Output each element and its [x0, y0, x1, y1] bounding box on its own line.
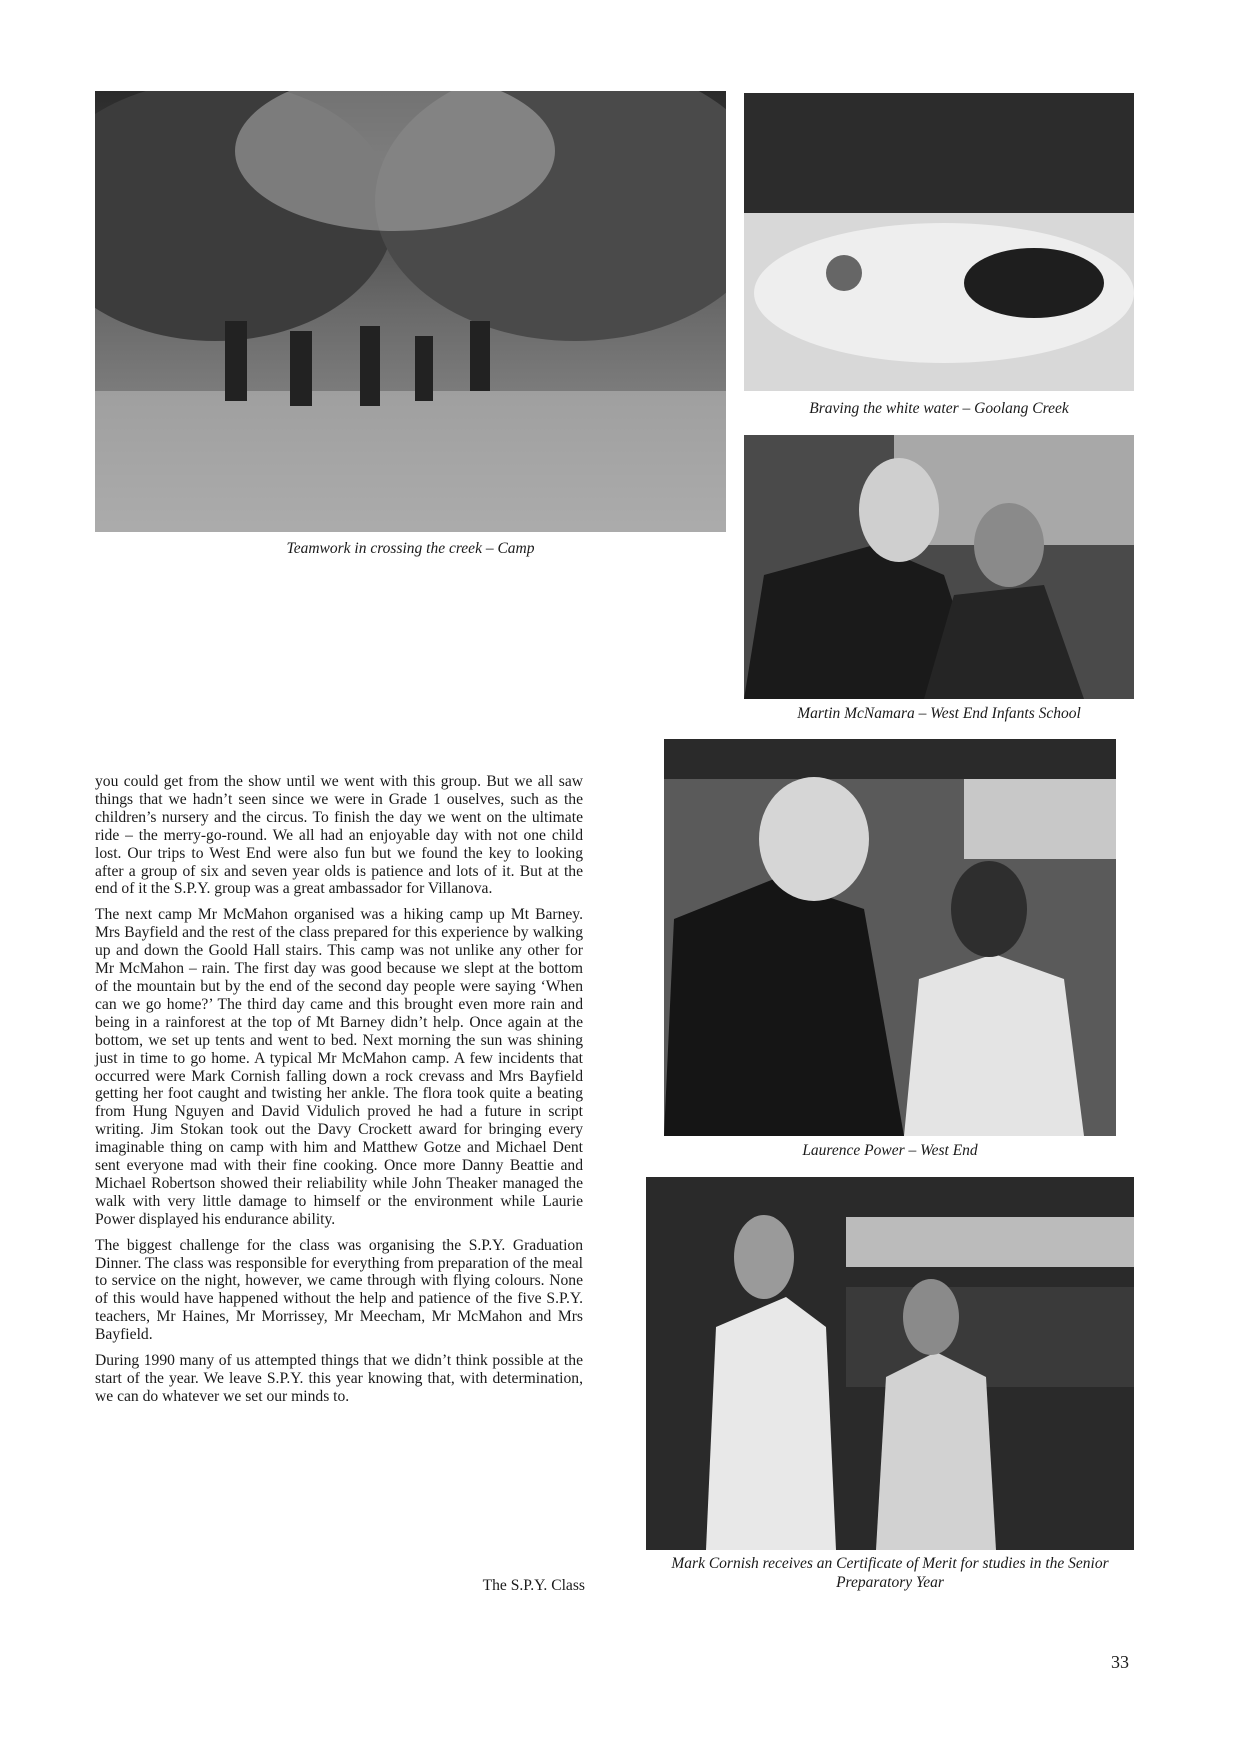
cornish-photo-caption: Mark Cornish receives an Certificate of Merit for studies in the Senior Preparatory Year [671, 1555, 1109, 1591]
whitewater-photo-caption: Braving the white water – Goolang Creek [809, 400, 1069, 417]
power-photo [664, 739, 1116, 1136]
page-number: 33 [1111, 1652, 1129, 1672]
article-paragraph-3: The biggest challenge for the class was organising the S.P.Y. Graduation Dinner. The class was responsible for everything from preparation of the meal to service on the night, however, we came through with flying colours. None of this would have happened without the help and patience of the five S.P.Y. teachers, Mr Haines, Mr Morrissey, Mr Meecham, Mr McMahon and Mrs Bayfield. [95, 1236, 583, 1344]
article-paragraph-4: During 1990 many of us attempted things that we didn’t think possible at the start of the year. We leave S.P.Y. this year knowing that, with determination, we can do whatever we set our minds to. [95, 1352, 583, 1405]
mcnamara-photo-caption: Martin McNamara – West End Infants School [797, 705, 1081, 722]
whitewater-photo [744, 93, 1134, 391]
creek-photo-caption: Teamwork in crossing the creek – Camp [286, 540, 535, 557]
article-signature: The S.P.Y. Class [482, 1577, 585, 1594]
cornish-photo [646, 1177, 1134, 1550]
mcnamara-photo [744, 435, 1134, 699]
article-paragraph-2: The next camp Mr McMahon organised was a hiking camp up Mt Barney. Mrs Bayfield and the rest of the class prepared for this experience by walking up and down the Goold Hall stairs. This camp was not unlike any other for Mr McMahon – rain. The first day was good because we slept at the bottom of the mountain but by the end of the second day people were saying ‘When can we go home?’ The third day came and this brought even more rain and being in a rainforest at the top of Mt Barney didn’t help. Once again at the bottom, we set up tents and went to bed. Next morning the sun was shining just in time to go home. A typical Mr McMahon camp. A few incidents that occurred were Mark Cornish falling down a rock crevass and Mrs Bayfield getting her foot caught and twisting her ankle. The flora took quite a beating from Hung Nguyen and David Vidulich proved he had a future in script writing. Jim Stokan took out the Davy Crockett award for bringing every imaginable thing on camp with him and Matthew Gotze and Michael Dent sent everyone mad with their fine cooking. Once more Danny Beattie and Michael Robertson showed their reliability while John Theaker managed the walk with very little damage to himself or the environment while Laurie Power displayed his endurance ability. [95, 906, 583, 1228]
article-body [95, 773, 583, 1414]
article-paragraph-1: you could get from the show until we went with this group. But we all saw things that we hadn’t seen since we were in Grade 1 ouselves, such as the children’s nursery and the circus. To finish the day we went on the ultimate ride – the merry-go-round. We all had an enjoyable day with not one child lost. Our trips to West End were also fun but we found the key to looking after a group of six and seven year olds is patience and lots of it. But at the end of it the S.P.Y. group was a great ambassador for Villanova. [95, 773, 583, 898]
power-photo-caption: Laurence Power – West End [802, 1142, 978, 1159]
creek-photo [95, 91, 726, 532]
